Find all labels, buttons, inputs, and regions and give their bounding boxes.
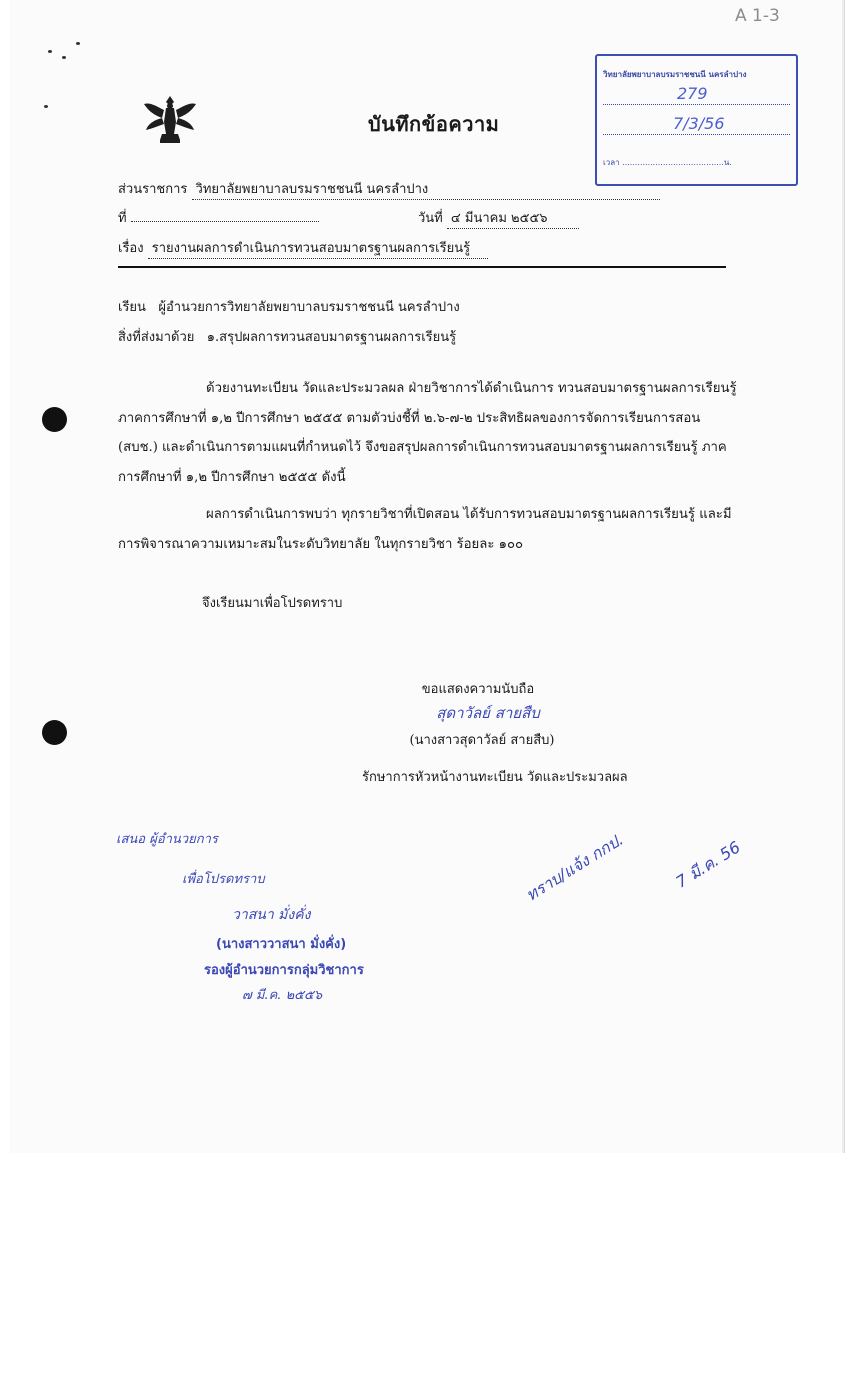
header-rule: [118, 266, 726, 268]
date-value: ๔ มีนาคม ๒๕๕๖: [447, 207, 579, 229]
agency-label: ส่วนราชการ: [118, 182, 188, 197]
agency-value: วิทยาลัยพยาบาลบรมราชชนนี นครลำปาง: [192, 178, 660, 200]
stamp-header: วิทยาลัยพยาบาลบรมราชชนนี นครลำปาง: [603, 70, 747, 79]
addressee-row: [118, 296, 460, 317]
endorsement-date: ๗ มี.ค. ๒๕๕๖: [242, 988, 323, 1003]
endorsement-signature: วาสนา มั่งคั่ง: [232, 907, 311, 923]
scan-speck: [76, 42, 80, 45]
date-row: [418, 207, 579, 229]
scan-speck: [48, 50, 52, 53]
corner-mark: A 1-3: [735, 6, 780, 26]
stamp-number: 279: [677, 84, 708, 103]
scan-speck: [62, 56, 66, 59]
body-line: ภาคการศึกษาที่ ๑,๒ ปีการศึกษา ๒๕๕๕ ตามตัวบ่งชี้ที่ ๒.๖-๗-๒ ประสิทธิผลของการจัดการเรียนการสอน: [118, 410, 701, 426]
endorsement-note-1: เสนอ ผู้อำนวยการ: [116, 832, 218, 847]
body-paragraph-1: [118, 374, 758, 492]
signer-name: (นางสาวสุดาวัลย์ สายสืบ): [409, 733, 555, 748]
subject-row: [118, 237, 488, 259]
garuda-emblem-icon: [142, 92, 198, 144]
ref-row: [118, 207, 319, 228]
ref-label: ที่: [118, 211, 127, 226]
director-note-2: 7 มี.ค. 56: [672, 837, 744, 892]
closing-line: จึงเรียนมาเพื่อโปรดทราบ: [202, 596, 343, 611]
subject-label: เรื่อง: [118, 241, 144, 256]
receipt-stamp: [595, 54, 798, 186]
enclosure-row: [118, 326, 456, 347]
agency-row: [118, 178, 660, 200]
body-line: (สบช.) และดำเนินการตามแผนที่กำหนดไว้ จึงขอสรุปผลการดำเนินการทวนสอบมาตรฐานผลการเรียนรู้ ภาค: [118, 440, 727, 455]
body-line: การศึกษาที่ ๑,๒ ปีการศึกษา ๒๕๕๕ ดังนี้: [118, 469, 346, 485]
stamp-line: [603, 134, 790, 135]
body-paragraph-2: [118, 500, 758, 559]
body-line: การพิจารณาความเหมาะสมในระดับวิทยาลัย ในทุกรายวิชา ร้อยละ ๑๐๐: [118, 536, 524, 552]
ref-value: [131, 221, 319, 222]
date-label: วันที่: [418, 211, 443, 226]
body-line: ด้วยงานทะเบียน วัดและประมวลผล ฝ่ายวิชาการได้ดำเนินการ ทวนสอบมาตรฐานผลการเรียนรู้: [206, 381, 737, 396]
director-note-1: ทราบ/แจ้ง กกป.: [522, 829, 627, 905]
signature-block: [358, 678, 658, 750]
punch-hole: [42, 720, 67, 745]
stamp-line: [603, 104, 790, 105]
endorsement-name: (นางสาววาสนา มั่งคั่ง): [216, 937, 347, 952]
signer-position: รักษาการหัวหน้างานทะเบียน วัดและประมวลผล: [362, 770, 628, 785]
endorsement-position: รองผู้อำนวยการกลุ่มวิชาการ: [204, 963, 364, 978]
enclosure-value: ๑.สรุปผลการทวนสอบมาตรฐานผลการเรียนรู้: [206, 330, 457, 345]
enclosure-label: สิ่งที่ส่งมาด้วย: [118, 330, 195, 345]
scan-speck: [44, 105, 48, 108]
subject-value: รายงานผลการดำเนินการทวนสอบมาตรฐานผลการเรียนรู้: [148, 237, 488, 259]
regards-text: ขอแสดงความนับถือ: [421, 682, 535, 697]
memo-page: [10, 0, 845, 1153]
endorsement-note-2: เพื่อโปรดทราบ: [182, 872, 265, 887]
stamp-footer: เวลา ........................................น.: [603, 158, 732, 167]
stamp-date: 7/3/56: [673, 114, 725, 133]
to-value: ผู้อำนวยการวิทยาลัยพยาบาลบรมราชชนนี นครลำปาง: [158, 300, 460, 315]
signature-handwritten: สุดาวัลย์ สายสืบ: [436, 704, 540, 722]
punch-hole: [42, 407, 67, 432]
body-line: ผลการดำเนินการพบว่า ทุกรายวิชาที่เปิดสอน ได้รับการทวนสอบมาตรฐานผลการเรียนรู้ และมี: [206, 507, 732, 522]
memo-title: บันทึกข้อความ: [368, 112, 500, 136]
to-label: เรียน: [118, 300, 146, 315]
